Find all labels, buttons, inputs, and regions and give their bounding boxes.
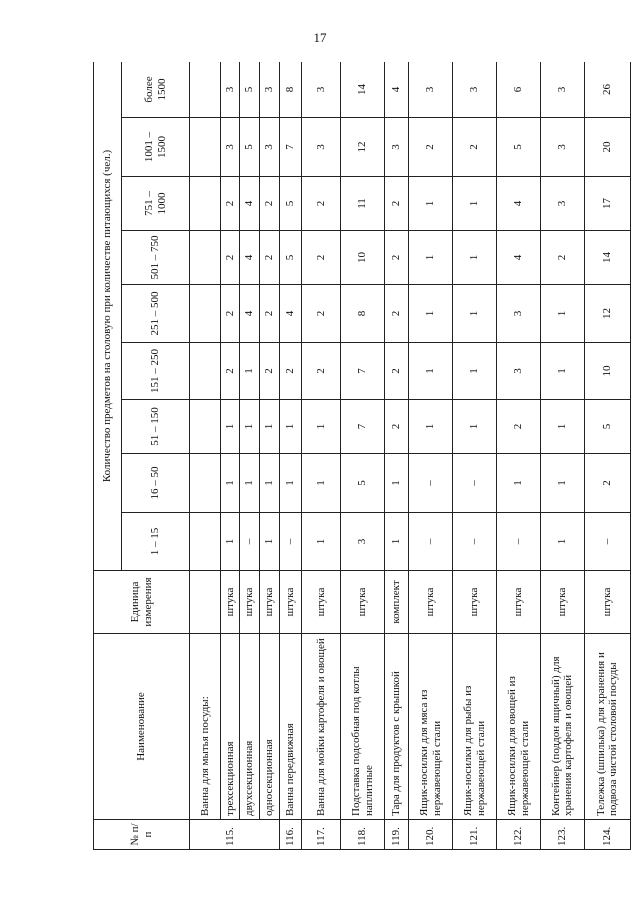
row-value: 1 bbox=[540, 285, 584, 343]
header-range: 16 – 50 bbox=[122, 454, 190, 513]
row-unit: штука bbox=[453, 571, 497, 634]
row-value: 2 bbox=[260, 177, 280, 231]
row-value: 2 bbox=[301, 231, 340, 285]
row-unit: штука bbox=[220, 571, 240, 634]
row-value: 2 bbox=[220, 343, 240, 400]
row-value: 3 bbox=[409, 62, 453, 118]
row-number bbox=[260, 820, 280, 850]
header-range: 251 – 500 bbox=[122, 285, 190, 343]
row-value: 2 bbox=[409, 118, 453, 177]
row-value: 1 bbox=[260, 454, 280, 513]
row-value: 4 bbox=[240, 285, 260, 343]
row-value: 12 bbox=[341, 118, 385, 177]
row-unit: штука bbox=[260, 571, 280, 634]
header-row-1 bbox=[94, 62, 122, 850]
row-value: 1 bbox=[540, 513, 584, 571]
row-value: 7 bbox=[341, 400, 385, 454]
header-range: 151 – 250 bbox=[122, 343, 190, 400]
row-name: Ящик-носилки для овощей из нержавеющей стали bbox=[497, 634, 541, 820]
row-value: 12 bbox=[584, 285, 630, 343]
row-number: 118. bbox=[341, 820, 385, 850]
row-name: Ящик-носилки для рыбы из нержавеющей стали bbox=[453, 634, 497, 820]
row-value: 1 bbox=[409, 343, 453, 400]
row-unit: штука bbox=[279, 571, 301, 634]
row-value: 1 bbox=[385, 454, 409, 513]
row-value: 3 bbox=[260, 62, 280, 118]
row-value: 1 bbox=[279, 454, 301, 513]
row-value: 5 bbox=[497, 118, 541, 177]
row-value: 1 bbox=[409, 177, 453, 231]
row-value: 3 bbox=[301, 62, 340, 118]
table-row bbox=[540, 62, 584, 850]
row-value: 1 bbox=[409, 285, 453, 343]
row-number: 124. bbox=[584, 820, 630, 850]
row-number bbox=[190, 820, 221, 850]
row-value: – bbox=[497, 513, 541, 571]
row-value: 26 bbox=[584, 62, 630, 118]
row-value: 7 bbox=[279, 118, 301, 177]
header-range: 1001 – 1500 bbox=[122, 118, 190, 177]
row-value: 8 bbox=[341, 285, 385, 343]
row-value: 2 bbox=[260, 285, 280, 343]
row-value: 1 bbox=[453, 400, 497, 454]
row-value: 4 bbox=[497, 177, 541, 231]
row-value: 3 bbox=[497, 285, 541, 343]
row-value: 3 bbox=[220, 62, 240, 118]
header-range: 51 – 150 bbox=[122, 400, 190, 454]
header-unit: Единица измерения bbox=[94, 571, 190, 634]
row-value: 2 bbox=[385, 231, 409, 285]
row-value: 3 bbox=[540, 118, 584, 177]
table-frame bbox=[93, 62, 631, 850]
row-value: 4 bbox=[497, 231, 541, 285]
row-value bbox=[190, 513, 221, 571]
row-number: 120. bbox=[409, 820, 453, 850]
row-value: 2 bbox=[260, 231, 280, 285]
row-value: 5 bbox=[341, 454, 385, 513]
row-value: 11 bbox=[341, 177, 385, 231]
row-value: 4 bbox=[279, 285, 301, 343]
row-value: 14 bbox=[584, 231, 630, 285]
row-value: 10 bbox=[341, 231, 385, 285]
row-number: 116. bbox=[279, 820, 301, 850]
row-value: – bbox=[453, 513, 497, 571]
row-value: 2 bbox=[584, 454, 630, 513]
row-value: 1 bbox=[240, 400, 260, 454]
row-name: Ванна для мойки картофеля и овощей bbox=[301, 634, 340, 820]
row-name: односекционная bbox=[260, 634, 280, 820]
table-row bbox=[260, 62, 280, 850]
row-value: 2 bbox=[301, 343, 340, 400]
row-unit: комплект bbox=[385, 571, 409, 634]
row-value: 1 bbox=[301, 400, 340, 454]
row-value: 1 bbox=[385, 513, 409, 571]
row-name: Тара для продуктов с крышкой bbox=[385, 634, 409, 820]
row-unit bbox=[190, 571, 221, 634]
row-value bbox=[190, 454, 221, 513]
row-value bbox=[190, 343, 221, 400]
row-unit: штука bbox=[584, 571, 630, 634]
row-value: 1 bbox=[540, 454, 584, 513]
row-unit: штука bbox=[540, 571, 584, 634]
row-value: 2 bbox=[385, 285, 409, 343]
row-name: двухсекционная bbox=[240, 634, 260, 820]
row-value: 1 bbox=[497, 454, 541, 513]
row-value: 20 bbox=[584, 118, 630, 177]
row-value: 1 bbox=[301, 513, 340, 571]
row-value: 2 bbox=[301, 285, 340, 343]
row-value: 1 bbox=[453, 231, 497, 285]
row-value: 17 bbox=[584, 177, 630, 231]
row-name: Ящик-носилки для мяса из нержавеющей стали bbox=[409, 634, 453, 820]
row-value: 2 bbox=[279, 343, 301, 400]
row-value: 3 bbox=[260, 118, 280, 177]
header-num: № п/п bbox=[94, 820, 190, 850]
row-number: 121. bbox=[453, 820, 497, 850]
row-value: 1 bbox=[409, 400, 453, 454]
table-row bbox=[453, 62, 497, 850]
row-unit: штука bbox=[497, 571, 541, 634]
table-row bbox=[385, 62, 409, 850]
row-name: трехсекционная bbox=[220, 634, 240, 820]
row-value: 1 bbox=[220, 454, 240, 513]
row-name: Тележка (шпилька) для хранения и подвоза чистой столовой посуды bbox=[584, 634, 630, 820]
row-name: Ванна передвижная bbox=[279, 634, 301, 820]
row-value: 1 bbox=[409, 231, 453, 285]
row-value: 3 bbox=[540, 177, 584, 231]
row-value: 1 bbox=[279, 400, 301, 454]
row-value: 1 bbox=[301, 454, 340, 513]
row-value: 3 bbox=[453, 62, 497, 118]
row-value: – bbox=[584, 513, 630, 571]
row-value: 5 bbox=[279, 177, 301, 231]
row-value bbox=[190, 118, 221, 177]
row-value: 1 bbox=[540, 343, 584, 400]
row-value: 2 bbox=[497, 400, 541, 454]
row-value: – bbox=[453, 454, 497, 513]
row-value: 1 bbox=[453, 177, 497, 231]
row-value: 1 bbox=[260, 400, 280, 454]
table-row bbox=[279, 62, 301, 850]
row-value: – bbox=[409, 454, 453, 513]
page-number: 17 bbox=[313, 30, 327, 45]
row-value: 5 bbox=[584, 400, 630, 454]
row-unit: штука bbox=[301, 571, 340, 634]
row-value: 1 bbox=[260, 513, 280, 571]
row-value: – bbox=[279, 513, 301, 571]
row-value bbox=[190, 231, 221, 285]
header-range: 1 – 15 bbox=[122, 513, 190, 571]
row-unit: штука bbox=[240, 571, 260, 634]
row-value: 14 bbox=[341, 62, 385, 118]
row-value: 3 bbox=[497, 343, 541, 400]
row-number: 123. bbox=[540, 820, 584, 850]
row-number bbox=[240, 820, 260, 850]
table-row bbox=[301, 62, 340, 850]
row-name: Подставка подсобная под котлы наплитные bbox=[341, 634, 385, 820]
row-value: 2 bbox=[453, 118, 497, 177]
row-value: 8 bbox=[279, 62, 301, 118]
row-value: 2 bbox=[220, 177, 240, 231]
row-value: 1 bbox=[240, 343, 260, 400]
row-value: 5 bbox=[240, 62, 260, 118]
row-value: 6 bbox=[497, 62, 541, 118]
row-value: 4 bbox=[240, 177, 260, 231]
row-value: 3 bbox=[385, 118, 409, 177]
header-range: более 1500 bbox=[122, 62, 190, 118]
row-value: 5 bbox=[279, 231, 301, 285]
row-value: 3 bbox=[341, 513, 385, 571]
row-value: 1 bbox=[220, 400, 240, 454]
row-value: 3 bbox=[220, 118, 240, 177]
row-unit: штука bbox=[341, 571, 385, 634]
row-number: 117. bbox=[301, 820, 340, 850]
row-value: 1 bbox=[453, 343, 497, 400]
header-quantity: Количество предметов на столовую при количестве питающихся (чел.) bbox=[94, 62, 122, 571]
row-value: 2 bbox=[260, 343, 280, 400]
table-row bbox=[220, 62, 240, 850]
row-value: 7 bbox=[341, 343, 385, 400]
row-value: 2 bbox=[385, 400, 409, 454]
row-unit: штука bbox=[409, 571, 453, 634]
row-value: 3 bbox=[540, 62, 584, 118]
row-value bbox=[190, 177, 221, 231]
row-value: 1 bbox=[240, 454, 260, 513]
row-value: 4 bbox=[385, 62, 409, 118]
row-value: – bbox=[409, 513, 453, 571]
row-value: 1 bbox=[540, 400, 584, 454]
row-number: 122. bbox=[497, 820, 541, 850]
table-row bbox=[341, 62, 385, 850]
table-row bbox=[584, 62, 630, 850]
row-value: 3 bbox=[301, 118, 340, 177]
row-value: 2 bbox=[220, 231, 240, 285]
row-value: 1 bbox=[220, 513, 240, 571]
table-row bbox=[240, 62, 260, 850]
row-value: 2 bbox=[540, 231, 584, 285]
row-value: 10 bbox=[584, 343, 630, 400]
table-row bbox=[497, 62, 541, 850]
row-value: – bbox=[240, 513, 260, 571]
row-name: Ванна для мытья посуды: bbox=[190, 634, 221, 820]
row-value: 2 bbox=[385, 343, 409, 400]
table-row bbox=[409, 62, 453, 850]
row-value: 5 bbox=[240, 118, 260, 177]
header-name: Наименование bbox=[94, 634, 190, 820]
row-value bbox=[190, 62, 221, 118]
header-range: 501 – 750 bbox=[122, 231, 190, 285]
row-value: 2 bbox=[220, 285, 240, 343]
row-name: Контейнер (поддон ящичный) для хранения картофеля и овощей bbox=[540, 634, 584, 820]
table-row bbox=[190, 62, 221, 850]
row-value: 2 bbox=[385, 177, 409, 231]
header-range: 751 – 1000 bbox=[122, 177, 190, 231]
row-value bbox=[190, 285, 221, 343]
row-value: 2 bbox=[301, 177, 340, 231]
row-number: 119. bbox=[385, 820, 409, 850]
rotated-table-container bbox=[93, 62, 631, 850]
equipment-table bbox=[93, 62, 631, 850]
row-value: 4 bbox=[240, 231, 260, 285]
row-number: 115. bbox=[220, 820, 240, 850]
row-value bbox=[190, 400, 221, 454]
row-value: 1 bbox=[453, 285, 497, 343]
